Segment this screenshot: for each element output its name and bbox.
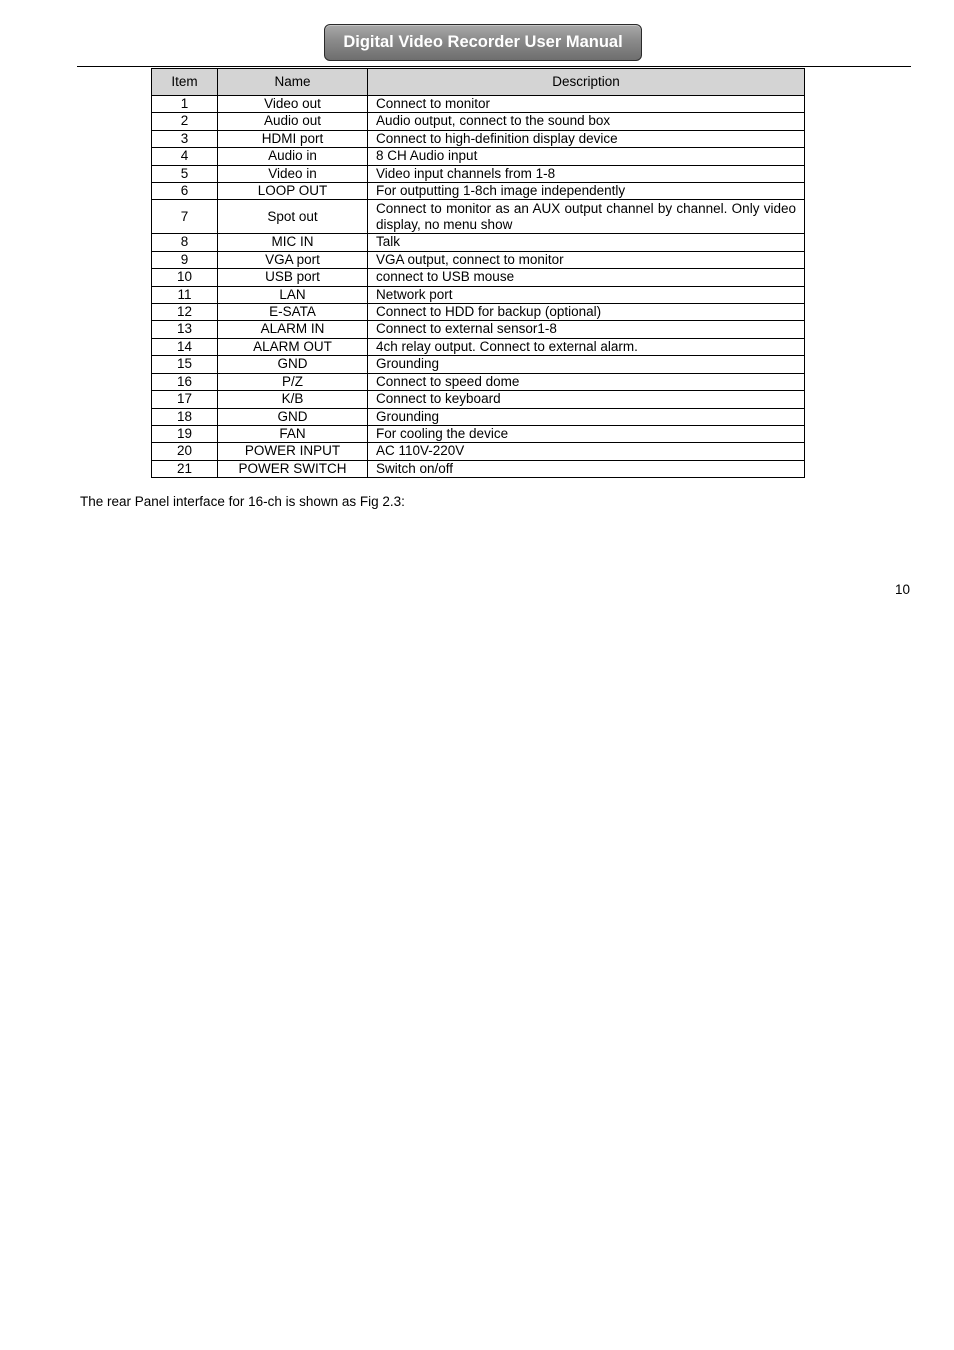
cell-description: Switch on/off: [368, 460, 805, 477]
table-row: [152, 148, 805, 165]
cell-name: P/Z: [218, 373, 368, 390]
cell-item: 12: [152, 304, 218, 321]
cell-name: VGA port: [218, 251, 368, 268]
column-header-name: Name: [218, 69, 368, 96]
table-row: [152, 425, 805, 442]
table-row: [152, 304, 805, 321]
cell-item: 10: [152, 269, 218, 286]
table-header-row: [152, 69, 805, 96]
table-row: [152, 391, 805, 408]
cell-name: E-SATA: [218, 304, 368, 321]
cell-item: 5: [152, 165, 218, 182]
cell-description: For outputting 1-8ch image independently: [368, 183, 805, 200]
table-row: [152, 321, 805, 338]
cell-description: 4ch relay output. Connect to external alarm.: [368, 338, 805, 355]
cell-item: 19: [152, 425, 218, 442]
cell-item: 11: [152, 286, 218, 303]
cell-description: VGA output, connect to monitor: [368, 251, 805, 268]
cell-name: MIC IN: [218, 234, 368, 251]
cell-name: Audio out: [218, 113, 368, 130]
cell-description: Grounding: [368, 356, 805, 373]
cell-description: Connect to external sensor1-8: [368, 321, 805, 338]
table-row: [152, 251, 805, 268]
table-row: [152, 408, 805, 425]
cell-item: 9: [152, 251, 218, 268]
cell-name: GND: [218, 408, 368, 425]
table-row: [152, 113, 805, 130]
cell-description: 8 CH Audio input: [368, 148, 805, 165]
cell-description: Video input channels from 1-8: [368, 165, 805, 182]
table-row: [152, 234, 805, 251]
cell-description: Connect to HDD for backup (optional): [368, 304, 805, 321]
table-row: [152, 96, 805, 113]
cell-name: Audio in: [218, 148, 368, 165]
cell-item: 4: [152, 148, 218, 165]
table-row: [152, 356, 805, 373]
cell-description: Connect to monitor: [368, 96, 805, 113]
table-row: [152, 286, 805, 303]
table-row: [152, 269, 805, 286]
cell-item: 7: [152, 200, 218, 234]
cell-description: Connect to keyboard: [368, 391, 805, 408]
cell-item: 21: [152, 460, 218, 477]
cell-description: connect to USB mouse: [368, 269, 805, 286]
cell-item: 20: [152, 443, 218, 460]
cell-name: HDMI port: [218, 130, 368, 147]
cell-item: 6: [152, 183, 218, 200]
header-divider: [77, 66, 911, 67]
cell-name: LOOP OUT: [218, 183, 368, 200]
cell-item: 1: [152, 96, 218, 113]
table-row: [152, 443, 805, 460]
column-header-item: Item: [152, 69, 218, 96]
cell-name: Video in: [218, 165, 368, 182]
table-row: [152, 165, 805, 182]
table-row: [152, 200, 805, 234]
cell-name: POWER SWITCH: [218, 460, 368, 477]
cell-item: 3: [152, 130, 218, 147]
table-row: [152, 460, 805, 477]
cell-name: GND: [218, 356, 368, 373]
page-number: 10: [894, 582, 910, 597]
table-row: [152, 338, 805, 355]
cell-name: K/B: [218, 391, 368, 408]
cell-item: 13: [152, 321, 218, 338]
cell-description: AC 110V-220V: [368, 443, 805, 460]
manual-title-badge: Digital Video Recorder User Manual: [324, 24, 642, 61]
cell-description: Network port: [368, 286, 805, 303]
cell-description: Connect to high-definition display device: [368, 130, 805, 147]
cell-description: For cooling the device: [368, 425, 805, 442]
cell-description: Connect to speed dome: [368, 373, 805, 390]
cell-name: POWER INPUT: [218, 443, 368, 460]
table-row: [152, 183, 805, 200]
cell-description: Talk: [368, 234, 805, 251]
cell-name: LAN: [218, 286, 368, 303]
table-header: [152, 69, 805, 96]
table-row: [152, 373, 805, 390]
cell-description: Audio output, connect to the sound box: [368, 113, 805, 130]
cell-name: Spot out: [218, 200, 368, 234]
cell-name: ALARM OUT: [218, 338, 368, 355]
cell-name: USB port: [218, 269, 368, 286]
rear-panel-spec-table: [151, 68, 805, 478]
cell-item: 18: [152, 408, 218, 425]
cell-item: 2: [152, 113, 218, 130]
cell-description: Connect to monitor as an AUX output channel by channel. Only video display, no menu show: [368, 200, 805, 234]
cell-name: Video out: [218, 96, 368, 113]
table-body: [152, 96, 805, 478]
column-header-description: Description: [368, 69, 805, 96]
cell-item: 8: [152, 234, 218, 251]
cell-item: 16: [152, 373, 218, 390]
figure-caption: The rear Panel interface for 16-ch is shown as Fig 2.3:: [80, 494, 405, 509]
cell-description: Grounding: [368, 408, 805, 425]
cell-name: ALARM IN: [218, 321, 368, 338]
table-row: [152, 130, 805, 147]
cell-item: 14: [152, 338, 218, 355]
cell-item: 15: [152, 356, 218, 373]
cell-name: FAN: [218, 425, 368, 442]
cell-item: 17: [152, 391, 218, 408]
